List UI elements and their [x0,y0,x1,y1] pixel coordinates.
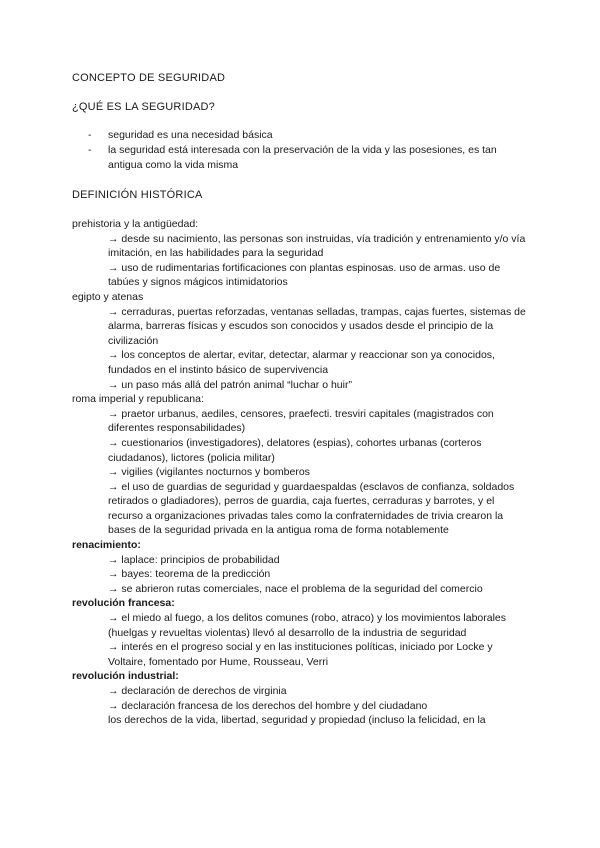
dash-marker: - [88,144,92,156]
era-entry: → uso de rudimentarias fortificaciones con plantas espinosas. uso de armas. uso de tabúes y signos mágicos intimidatorios [108,261,501,289]
era-entry: → un paso más allá del patrón animal “luchar o huir” [108,378,352,391]
era-heading-egypt-athens: egipto y atenas [72,290,144,303]
era-heading-prehistory: prehistoria y la antigüedad: [72,218,199,230]
era-entry: → cerraduras, puertas reforzadas, ventanas selladas, trampas, cajas fuertes, sistemas de alarma, barreras físicas y escudos son conocidos y usados desde el principio de la civilización [108,305,526,347]
era-heading-french-revolution: revolución francesa: [72,597,175,610]
era-heading-industrial-revolution: revolución industrial: [72,670,179,683]
list-item [72,143,532,173]
question-heading: ¿QUÉ ES LA SEGURIDAD? [72,101,215,113]
era-entry: → se abrieron rutas comerciales, nace el problema de la seguridad del comercio [108,582,483,595]
closing-paragraph: los derechos de la vida, libertad, seguridad y propiedad (incluso la felicidad, en la [108,714,486,727]
era-entry: → bayes: teorema de la predicción [108,568,271,581]
bullet-list [72,128,532,173]
era-heading-renaissance: renacimiento: [72,539,141,552]
era-entry: → cuestionarios (investigadores), delatores (espias), cohortes urbanas (corteros ciudadanos), lictores (policia militar) [108,436,482,464]
dash-marker: - [88,129,92,141]
era-entry: → interés en el progreso social y en las instituciones políticas, iniciado por Locke y Voltaire, fomentado por Hume, Rousseau, Verri [108,641,493,668]
era-entry: → vigilies (vigilantes nocturnos y bomberos [108,466,310,479]
section-heading: DEFINICIÓN HISTÓRICA [72,189,203,201]
document-title: CONCEPTO DE SEGURIDAD [72,72,226,84]
era-entry: → declaración francesa de los derechos del hombre y del ciudadano [108,699,428,712]
era-entry: → declaración de derechos de virginia [108,685,287,697]
era-heading-rome: roma imperial y republicana: [72,393,204,406]
era-entry: → el miedo al fuego, a los delitos comunes (robo, atraco) y los movimientos laborales (huelgas y revueltas violentas) llevó al desarrollo de la industria de seguridad [108,612,507,639]
list-item [72,128,532,143]
era-entry: → los conceptos de alertar, evitar, detectar, alarmar y reaccionar son ya conocidos, fundados en el instinto básico de supervivencia [108,349,495,376]
era-entry: → el uso de guardias de seguridad y guardaespaldas (esclavos de confianza, soldados retirados o gladiadores), perros de guardia, caja fuertes, cerraduras y barrotes, y el recurso a organizaciones privadas tales como la confraternidades de trivia crearon la bases de la seguridad privada en la antigua roma de forma notablemente [108,480,515,537]
historical-definition [72,217,528,728]
bullet-text: la seguridad está interesada con la preservación de la vida y las posesiones, es tan antigua como la vida misma [108,144,497,171]
era-entry: → praetor urbanus, aediles, censores, praefecti. tresviri capitales (magistrados con diferentes responsabilidades) [108,407,494,435]
era-entry: → laplace: principios de probabilidad [108,553,280,566]
era-entry: → desde su nacimiento, las personas son instruidas, vía tradición y entrenamiento y/o vía imitación, en las habilidades para la seguridad [108,232,526,260]
bullet-text: seguridad es una necesidad básica [108,129,273,141]
